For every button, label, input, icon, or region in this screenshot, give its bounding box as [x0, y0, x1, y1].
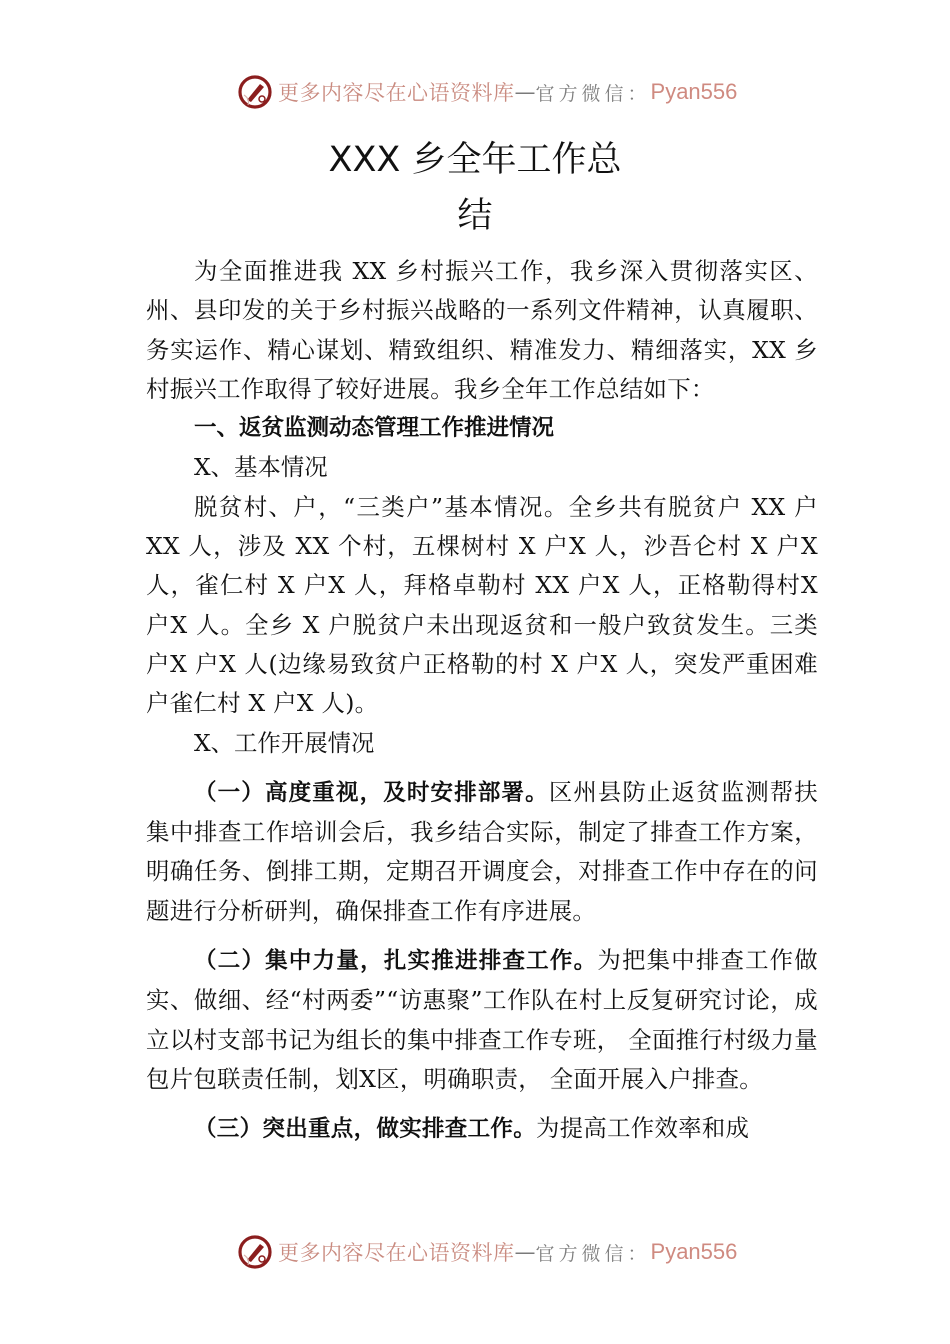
section-heading-1: 一、返贫监测动态管理工作推进情况 — [194, 415, 555, 442]
subsection-heading-basic: X、基本情况 — [194, 453, 328, 482]
work-item-2-lead: （二）集中力量，扎实推进排查工作。 — [194, 948, 598, 975]
watermark-brand-text: 更多内容尽在心语资料库 — [278, 81, 515, 105]
work-item-1-lead: （一）高度重视，及时安排部署。 — [194, 779, 549, 806]
quill-pen-logo-icon — [238, 1235, 272, 1269]
watermark-brand-text: 更多内容尽在心语资料库 — [278, 1241, 515, 1265]
basic-situation-paragraph: 脱贫村、户，“三类户”基本情况。全乡共有脱贫户 XX 户 XX 人，涉及 XX 个村，五棵树村 X 户X 人，沙吾仑村 X 户X 人，雀仁村 X 户X 人，拜格卓勒村 XX 户X 人，正格勒得村X 户X 人。全乡 X 户脱贫户未出现返贫和一般户致贫发生。三类户X 户X 人(边缘易致贫户正格勒的村 X 户X 人，突发严重困难户雀仁村 X 户X 人)。 — [146, 492, 818, 718]
subsection-heading-work: X、工作开展情况 — [194, 728, 375, 757]
work-item-2 — [146, 941, 818, 1099]
work-item-3-lead: （三）突出重点，做实排查工作。 — [194, 1116, 537, 1143]
document-title-line2: 结 — [457, 196, 493, 236]
work-item-1-body: 区州县防止返贫监测帮扶集中排查工作培训会后，我乡结合实际，制定了排查工作方案，明确任务、倒排工期，定期召开调度会，对排查工作中存在的问题进行分析研判，确保排查工作有序进展。 — [146, 777, 818, 925]
document-body — [146, 252, 818, 1150]
work-item-1 — [146, 773, 818, 931]
footer-watermark — [238, 1232, 737, 1272]
header-watermark — [238, 72, 737, 112]
watermark-wechat-id: Pyan556 — [650, 79, 738, 104]
document-title-line1: XXX 乡全年工作总 — [328, 140, 622, 180]
quill-pen-logo-icon — [238, 75, 272, 109]
watermark-dash: — — [514, 80, 536, 104]
watermark-wechat-label: 官方微信： — [535, 82, 651, 105]
work-item-3-body: 为提高工作效率和成 — [536, 1114, 750, 1143]
intro-paragraph: 为全面推进我 XX 乡村振兴工作，我乡深入贯彻落实区、州、县印发的关于乡村振兴战略的一系列文件精神，认真履职、务实运作、精心谋划、精致组织、精准发力、精细落实，XX 乡村振兴工作取得了较好进展。我乡全年工作总结如下： — [146, 257, 818, 403]
work-item-2-body: 为把集中排查工作做实、做细、经“村两委”“访惠聚”工作队在村上反复研究讨论，成立以村支部书记为组长的集中排查工作专班， 全面推行村级力量包片包联责任制，划X区，明确职责， 全面开展入户排查。 — [146, 946, 818, 1093]
watermark-dash: — — [514, 1240, 536, 1264]
watermark-wechat-id: Pyan556 — [650, 1239, 738, 1264]
watermark-wechat-label: 官方微信： — [535, 1242, 651, 1265]
work-item-3 — [146, 1109, 818, 1149]
